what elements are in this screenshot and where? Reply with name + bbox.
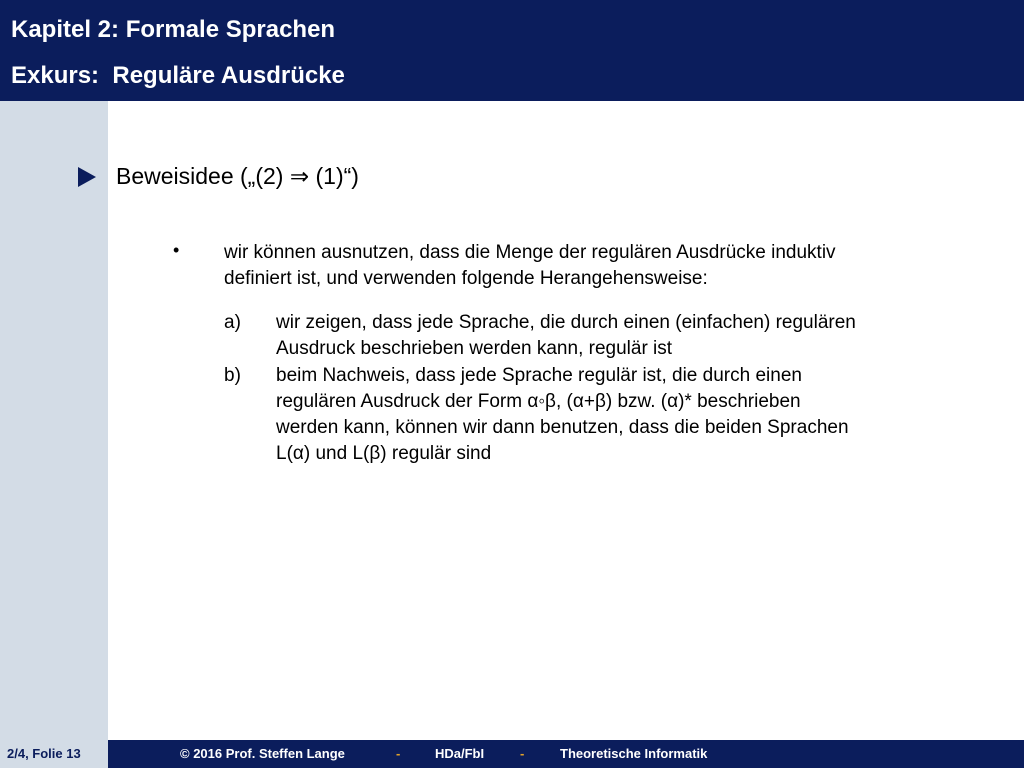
footer-copyright: © 2016 Prof. Steffen Lange <box>180 746 345 761</box>
slide-number: 2/4, Folie 13 <box>7 746 81 761</box>
bullet-paragraph <box>224 240 994 292</box>
item-b-text <box>276 363 996 467</box>
section-subtitle: Exkurs: Reguläre Ausdrücke <box>11 62 345 89</box>
item-b-line: regulären Ausdruck der Form α◦β, (α+β) bzw. (α)* beschrieben <box>276 391 801 412</box>
footer-separator: - <box>396 746 401 761</box>
item-a-line: wir zeigen, dass jede Sprache, die durch einen (einfachen) regulären <box>276 312 856 333</box>
bullet-line-2: definiert ist, und verwenden folgende Herangehensweise: <box>224 268 708 289</box>
item-b-line: beim Nachweis, dass jede Sprache regulär ist, die durch einen <box>276 365 802 386</box>
footer-slide-number-area <box>0 740 108 768</box>
chapter-title: Kapitel 2: Formale Sprachen <box>11 16 336 43</box>
triangle-bullet-icon <box>78 167 96 187</box>
bullet-line-1: wir können ausnutzen, dass die Menge der regulären Ausdrücke induktiv <box>224 242 836 263</box>
slide-heading: Beweisidee („(2) ⇒ (1)“) <box>116 163 359 189</box>
item-b-line: werden kann, können wir dann benutzen, dass die beiden Sprachen <box>276 417 849 438</box>
footer-separator: - <box>520 746 525 761</box>
item-a-line: Ausdruck beschrieben werden kann, regulär ist <box>276 338 673 359</box>
item-b-line: L(α) und L(β) regulär sind <box>276 443 492 464</box>
bullet-dot: • <box>173 240 180 260</box>
footer-course: Theoretische Informatik <box>560 746 708 761</box>
item-a-label: a) <box>224 312 241 333</box>
item-b-label: b) <box>224 365 241 386</box>
footer-institution: HDa/FbI <box>435 746 485 761</box>
item-a-text <box>276 310 996 362</box>
footer-bar <box>108 740 1024 768</box>
